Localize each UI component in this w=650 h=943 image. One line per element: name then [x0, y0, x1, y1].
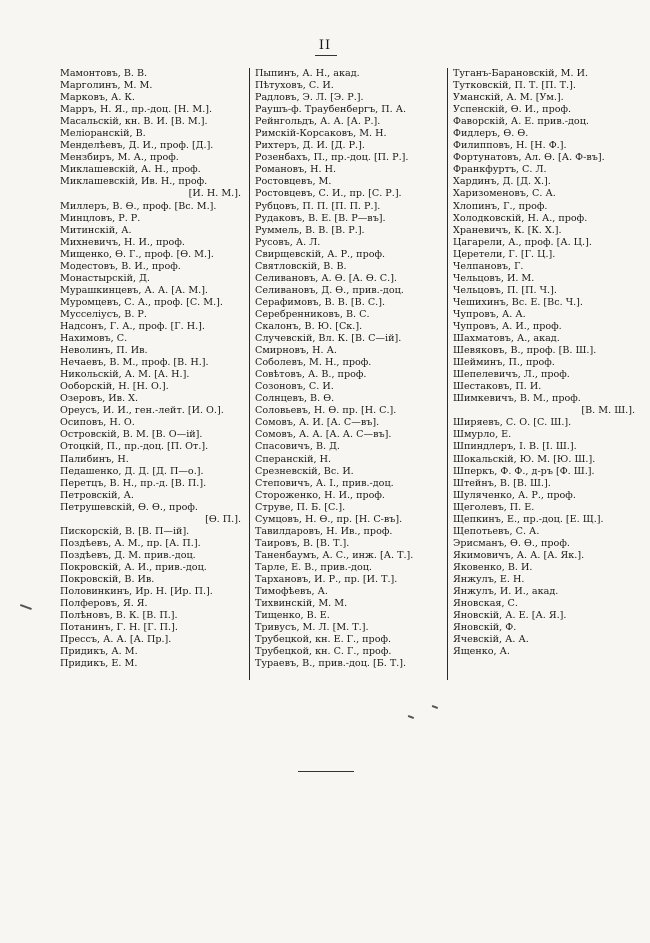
index-entry: Чельцовъ, И. М. [453, 272, 535, 284]
index-entry: Ростовцевъ, М. [255, 176, 332, 188]
index-entry: Степовичъ, А. І., прив.-доц. [255, 477, 394, 489]
index-entry: Отоцкій, П., пр.-доц. [П. От.]. [60, 441, 209, 453]
index-entry: Яковенко, В. И. [453, 561, 533, 573]
index-entry: Рубцовъ, П. П. [П. П. Р.]. [255, 200, 381, 212]
index-entry: Филипповъ, Н. [Н. Ф.]. [453, 140, 567, 152]
index-entry: Штейнъ, В. [В. Ш.]. [453, 477, 551, 489]
index-entry: Полферовъ, Я. Я. [60, 598, 148, 610]
index-entry: Селивановъ, Д. Ѳ., прив.-доц. [255, 284, 404, 296]
index-entry: Педашенко, Д. Д. [Д. П—о.]. [60, 465, 204, 477]
index-entry: Тавилдаровъ, Н. Ив., проф. [255, 525, 393, 537]
index-entry: Храневичъ, К. [К. Х.]. [453, 224, 562, 236]
index-entry: Серафимовъ, В. В. [В. С.]. [255, 296, 385, 308]
index-entry: Янжулъ, И. И., акад. [453, 586, 559, 598]
index-entry: [В. М. Ш.]. [581, 405, 635, 417]
index-entry: Мурашкинцевъ, А. А. [А. М.]. [60, 284, 208, 296]
index-entry: Фидлеръ, Ѳ. Ѳ. [453, 128, 529, 140]
index-entry: Мищенко, Ѳ. Г., проф. [Ѳ. М.]. [60, 248, 214, 260]
index-entry: Рейнгольдъ, А. А. [А. Р.]. [255, 116, 381, 128]
index-entry: Челпановъ, Г. [453, 260, 524, 272]
index-entry: Поздѣевъ, Д. М. прив.-доц. [60, 549, 196, 561]
index-entry: Спасовичъ, В. Д. [255, 441, 340, 453]
index-entry: Шейминъ, П., проф. [453, 357, 555, 369]
index-entry: Холодковскій, Н. А., проф. [453, 212, 588, 224]
index-entry: Тутковскій, П. Т. [П. Т.]. [453, 80, 576, 92]
index-entry: Миклашевскій, Ив. Н., проф. [60, 176, 208, 188]
index-entry: [И. Н. М.]. [188, 188, 241, 200]
index-entry: Раушъ-ф. Траубенбергъ, П. А. [255, 104, 407, 116]
index-entry: Шепелевичъ, Л., проф. [453, 369, 570, 381]
index-entry: Мамонтовъ, В. В. [60, 68, 148, 79]
index-entry: Муромцевъ, С. А., проф. [С. М.]. [60, 296, 223, 308]
index-entry: [Ѳ. П.]. [205, 513, 241, 525]
index-entry: Прессъ, А. А. [А. Пр.]. [60, 634, 172, 646]
index-entry: Чупровъ, А. А. [453, 308, 526, 320]
index-entry: Романовъ, Н. Н. [255, 164, 337, 176]
index-entry: Хардинъ, Д. [Д. Х.]. [453, 176, 551, 188]
index-entry: Чельцовъ, П. [П. Ч.]. [453, 284, 557, 296]
index-entry: Радловъ, Э. Л. [Э. Р.]. [255, 92, 364, 104]
index-entry: Трубецкой, кн. Е. Г., проф. [255, 634, 392, 646]
index-entry: Тарле, Е. В., прив.-доц. [255, 561, 372, 573]
index-entry: Щеголевъ, П. Е. [453, 501, 535, 513]
index-entry: Фаворскій, А. Е. прив.-доц. [453, 116, 589, 128]
index-entry: Тимофѣевъ, А. [255, 586, 328, 598]
index-entry: Ященко, А. [453, 646, 510, 658]
index-entry: Ячевскій, А. А. [453, 634, 529, 646]
index-entry: Струве, П. Б. [С.]. [255, 501, 346, 513]
page-number-rule [315, 55, 337, 56]
index-entry: Нечаевъ, В. М., проф. [В. Н.]. [60, 357, 209, 369]
index-entry: Успенскій, Ѳ. И., проф. [453, 104, 572, 116]
index-entry: Рихтеръ, Д. И. [Д. Р.]. [255, 140, 365, 152]
index-entry: Руммель, В. В. [В. Р.]. [255, 224, 365, 236]
index-entry: Смирновъ, Н. А. [255, 345, 337, 357]
index-entry: Сумцовъ, Н. Ѳ., пр. [Н. С-въ]. [255, 513, 403, 525]
index-entry: Пискорскій, В. [В. П—ій]. [60, 525, 190, 537]
index-entry: Мензбиръ, М. А., проф. [60, 152, 179, 164]
margin-mark [408, 715, 414, 718]
index-entry: Сомовъ, А. А. [А. А. С—въ]. [255, 429, 392, 441]
margin-mark [20, 604, 32, 610]
margin-mark [432, 705, 438, 708]
index-entry: Розенбахъ, П., пр.-доц. [П. Р.]. [255, 152, 409, 164]
end-rule [298, 771, 354, 772]
page-number: II [318, 38, 332, 53]
index-entry: Надсонъ, Г. А., проф. [Г. Н.]. [60, 320, 205, 332]
index-entry: Шахматовъ, А., акад. [453, 333, 560, 345]
index-entry: Соловьевъ, Н. Ѳ. пр. [Н. С.]. [255, 405, 397, 417]
index-entry: Покровскій, В. Ив. [60, 573, 155, 585]
index-entry: Половинкинъ, Ир. Н. [Ир. П.]. [60, 586, 213, 598]
index-entry: Масальскій, кн. В. И. [В. М.]. [60, 116, 208, 128]
index-entry: Свирщевскій, А. Р., проф. [255, 248, 386, 260]
index-entry: Покровскій, А. И., прив.-доц. [60, 561, 207, 573]
index-entry: Тархановъ, И. Р., пр. [И. Т.]. [255, 573, 398, 585]
index-entry: Ширяевъ, С. О. [С. Ш.]. [453, 417, 572, 429]
index-entry: Шестаковъ, П. И. [453, 381, 542, 393]
index-entry: Таировъ, В. [В. Т.]. [255, 537, 350, 549]
index-entry: Скалонъ, В. Ю. [Ск.]. [255, 320, 363, 332]
index-entry: Перетцъ, В. Н., пр.-д. [В. П.]. [60, 477, 207, 489]
index-entry: Серебренниковъ, В. С. [255, 308, 370, 320]
index-entry: Селивановъ, А. Ѳ. [А. Ѳ. С.]. [255, 272, 397, 284]
index-entry: Марръ, Н. Я., пр.-доц. [Н. М.]. [60, 104, 213, 116]
index-entry: Фортунатовъ, Ал. Ѳ. [А. Ф-въ]. [453, 152, 605, 164]
index-entry: Ореусъ, И. И., ген.-лейт. [И. О.]. [60, 405, 224, 417]
index-entry: Тураевъ, В., прив.-доц. [Б. Т.]. [255, 658, 407, 670]
index-entry: Нахимовъ, С. [60, 333, 128, 345]
index-entry: Ростовцевъ, С. И., пр. [С. Р.]. [255, 188, 402, 200]
index-entry: Шуляченко, А. Р., проф. [453, 489, 576, 501]
column-1 [60, 68, 245, 688]
index-entry: Осиповъ, Н. О. [60, 417, 135, 429]
index-entry: Минцловъ, Р. Р. [60, 212, 141, 224]
index-entry: Марковъ, А. К. [60, 92, 135, 104]
index-entry: Стороженко, Н. И., проф. [255, 489, 385, 501]
index-entry: Менделѣевъ, Д. И., проф. [Д.]. [60, 140, 214, 152]
index-entry: Соболевъ, М. Н., проф. [255, 357, 372, 369]
index-entry: Сомовъ, А. И. [А. С—въ]. [255, 417, 380, 429]
index-entry: Созоновъ, С. И. [255, 381, 334, 393]
index-entry: Щепкинъ, Е., пр.-доц. [Е. Щ.]. [453, 513, 604, 525]
index-entry: Харизоменовъ, С. А. [453, 188, 556, 200]
column-divider [447, 68, 448, 680]
index-entry: Ооборскій, Н. [Н. О.]. [60, 381, 169, 393]
index-entry: Трубецкой, кн. С. Г., проф. [255, 646, 392, 658]
index-entry: Меліоранскій, В. [60, 128, 146, 140]
index-entry: Тривусъ, М. Л. [М. Т.]. [255, 622, 369, 634]
index-entry: Франкфуртъ, С. Л. [453, 164, 547, 176]
index-entry: Придикъ, А. М. [60, 646, 138, 658]
index-entry: Совѣтовъ, А. В., проф. [255, 369, 367, 381]
index-entry: Шперкъ, Ф. Ф., д-ръ [Ф. Ш.]. [453, 465, 595, 477]
index-entry: Янжулъ, Е. Н. [453, 573, 525, 585]
index-entry: Чупровъ, А. И., проф. [453, 320, 562, 332]
index-entry: Шпиндлеръ, I. В. [I. Ш.]. [453, 441, 577, 453]
index-entry: Поздѣевъ, А. М., пр. [А. П.]. [60, 537, 201, 549]
index-entry: Яновскій, А. Е. [А. Я.]. [453, 610, 567, 622]
index-entry: Церетели, Г. [Г. Ц.]. [453, 248, 556, 260]
index-entry: Придикъ, Е. М. [60, 658, 138, 670]
index-entry: Тищенко, В. Е. [255, 610, 330, 622]
index-entry: Цагарели, А., проф. [А. Ц.]. [453, 236, 592, 248]
index-entry: Митинскій, А. [60, 224, 132, 236]
index-entry: Миллеръ, В. Ѳ., проф. [Вс. М.]. [60, 200, 217, 212]
index-entry: Потанинъ, Г. Н. [Г. П.]. [60, 622, 178, 634]
index-entry: Миклашевскій, А. Н., проф. [60, 164, 201, 176]
index-entry: Полѣновъ, В. К. [В. П.]. [60, 610, 178, 622]
index-entry: Никольскій, А. М. [А. Н.]. [60, 369, 190, 381]
index-entry: Пыпинъ, А. Н., акад. [255, 68, 360, 79]
index-entry: Шевяковъ, В., проф. [В. Ш.]. [453, 345, 597, 357]
index-entry: Марголинъ, М. М. [60, 80, 153, 92]
index-entry: Модестовъ, В. И., проф. [60, 260, 181, 272]
index-entry: Сперанскій, Н. [255, 453, 332, 465]
index-entry: Русовъ, А. Л. [255, 236, 321, 248]
index-entry: Петровскій, А. [60, 489, 134, 501]
index-entry: Туганъ-Барановскій, М. И. [453, 68, 589, 79]
index-entry: Палибинъ, Н. [60, 453, 129, 465]
index-entry: Озеровъ, Ив. Х. [60, 393, 139, 405]
index-entry: Михневичъ, Н. И., проф. [60, 236, 185, 248]
index-entry: Монастырскій, Д. [60, 272, 150, 284]
index-entry: Пѣтуховъ, С. И. [255, 80, 334, 92]
index-entry: Случевскій, Вл. К. [В. С—ій]. [255, 333, 402, 345]
index-entry: Якимовичъ, А. А. [А. Як.]. [453, 549, 585, 561]
index-entry: Яновская, С. [453, 598, 518, 610]
index-entry: Хлопинъ, Г., проф. [453, 200, 548, 212]
index-entry: Неволинъ, П. Ив. [60, 345, 148, 357]
index-entry: Срезневскій, Вс. И. [255, 465, 354, 477]
index-entry: Чешихинъ, Вс. Е. [Вс. Ч.]. [453, 296, 583, 308]
index-entry: Шимкевичъ, В. М., проф. [453, 393, 581, 405]
column-3 [453, 68, 639, 688]
index-entry: Островскій, В. М. [В. О—ій]. [60, 429, 203, 441]
index-entry: Рудаковъ, В. Е. [В. Р—въ]. [255, 212, 386, 224]
index-entry: Щепотьевъ, С. А. [453, 525, 540, 537]
index-entry: Таненбаумъ, А. С., инж. [А. Т.]. [255, 549, 414, 561]
index-entry: Шмурло, Е. [453, 429, 512, 441]
column-2 [255, 68, 443, 688]
index-entry: Святловскій, В. В. [255, 260, 347, 272]
index-entry: Римскій-Корсаковъ, М. Н. [255, 128, 387, 140]
index-entry: Шокальскій, Ю. М. [Ю. Ш.]. [453, 453, 596, 465]
index-entry: Мусселіусъ, В. Р. [60, 308, 147, 320]
index-entry: Яновскій, Ф. [453, 622, 517, 634]
index-entry: Тихвинскій, М. М. [255, 598, 348, 610]
index-entry: Уманскій, А. М. [Ум.]. [453, 92, 564, 104]
index-entry: Петрушевскій, Ѳ. Ѳ., проф. [60, 501, 198, 513]
column-divider [249, 68, 250, 680]
index-entry: Солнцевъ, В. Ѳ. [255, 393, 335, 405]
index-entry: Эрисманъ, Ѳ. Ѳ., проф. [453, 537, 570, 549]
author-index [60, 68, 636, 688]
